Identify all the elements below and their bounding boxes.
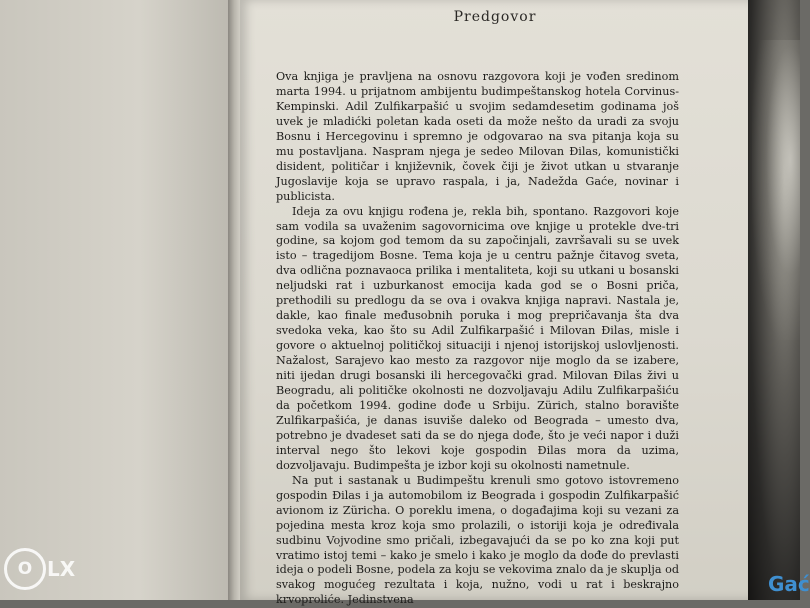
left-page [0, 0, 232, 600]
watermark-logo-circle: O [4, 548, 46, 590]
paragraph-1: Ova knjiga je pravljena na osnovu razgovora koji je vođen sredinom marta 1994. u prijatnom ambijentu budimpeštanskog hotela Corvinus-Kempinski. Adil Zulfikarpašić u svojim sedamdesetim godinama još uvek je mladićki poletan kada oseti da može nešto da uradi za svoju Bosnu i Hercegovinu i spremno je odgovarao na sva pitanja koja su mu postavljana. Naspram njega je sedeo Milovan Đilas, komunistički disident, političar i književnik, čovek čiji je život utkan u stvaranje Jugoslavije koja se upravo raspala, i ja, Nadežda Gaće, novinar i publicista. [276, 70, 679, 203]
page-body [276, 70, 679, 607]
olx-watermark [4, 548, 75, 590]
page-title: Predgovor [453, 9, 537, 25]
paragraph-2: Ideja za ovu knjigu rođena je, rekla bih, spontano. Razgovori koje sam vodila sa uvaženim sagovornicima ove knjige u protekle dve-tri godine, sa kojom god temom da su započinjali, završavali su se uvek isto – tragedijom Bosne. Tema koja je u centru pažnje čitavog sveta, dva odlična poznavaoca prilika i mentaliteta, koji su utkani u bosanski neljudski rat i uzburkanost emocija kada god se o Bosni priča, prethodili su predlogu da se ova i ovakva knjiga napravi. Nastala je, dakle, kao finale međusobnih poruka i mog prepričavanja šta dva svedoka veka, kao što su Adil Zulfikarpašić i Milovan Đilas, misle i govore o aktuelnoj političkoj situaciji i njenoj istorijskoj uslovljenosti. Nažalost, Sarajevo kao mesto za razgovor nije moglo da se izabere, niti ijedan drugi bosanski ili hercegovački grad. Milovan Đilas živi u Beogradu, ali političke okolnosti ne dozvoljavaju Adilu Zulfikarpašiću da početkom 1994. godine dođe u Srbiju. Zürich, stalno boravište Zulfikarpašića, je danas isuviše daleko od Beograda – umesto dva, potrebno je dvadeset sati da se do njega dođe, što je veći napor i duži interval nego što lekovi koje gospodin Đilas mora da uzima, dozvoljavaju. Budimpešta je izbor koji su okolnosti nametnule. [276, 204, 679, 472]
watermark-logo-text: LX [47, 557, 76, 581]
cover-photo-highlight [752, 40, 800, 340]
paragraph-3: Na put i sastanak u Budimpeštu krenuli smo gotovo istovremeno gospodin Đilas i ja automobilom iz Beograda i gospodin Zulfikarpašić avionom iz Züricha. O poreklu imena, o događajima koji su vezani za pojedina mesta kroz koja smo prolazili, o istoriji koja je određivala sudbinu Vojvodine smo pričali, izbegavajući da se po ko zna koji put vratimo istoj temi – kako je smelo i kako je moglo da dođe do prevlasti ideja o podeli Bosne, podela za koju se vekovima znalo da je skuplja od svakog mogućeg rezultata i koja, nužno, vodi u rat i beskrajno krvoproliće. Jedinstvena [276, 473, 679, 607]
cover-title-fragment: Gać [768, 572, 810, 596]
